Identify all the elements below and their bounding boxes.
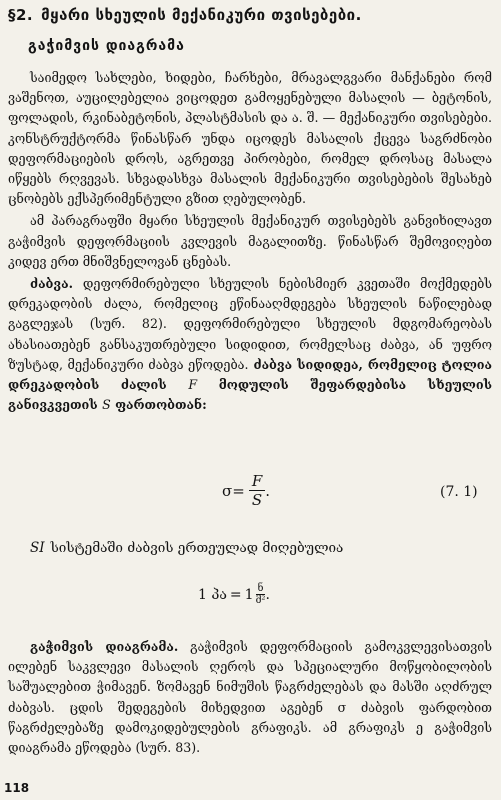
unit-eq: = [229, 586, 242, 603]
unit-fraction [256, 583, 266, 606]
stress-definition-c: ფართობთან: [110, 397, 207, 413]
unit-denominator: მ² [255, 595, 266, 606]
paragraph-overview: ამ პარაგრაფში მყარი სხეულის მექანიკურ თვისებებს განვიხილავთ გაჭიმვის დეფორმაციის კვლევის მაგალითზე. წინასწარ შემოვიღებთ კიდევ ერთ მნიშვნელოვან ცნებას. [8, 213, 492, 269]
term-tension-diagram: გაჭიმვის დიაგრამა. [30, 639, 179, 654]
formula-7-1 [0, 470, 501, 516]
si-text: სისტემაში ძაბვის ერთეულად მიღებულია [50, 540, 344, 556]
paragraph-tension-diagram [8, 637, 492, 758]
formula-denominator: S [251, 491, 263, 509]
paragraph-intro: საიმედო სახლები, ხიდები, ჩარხები, მრავალგვარი მანქანები რომ ვაშენოთ, აუცილებელია ვიცოდეთ გამოყენებული მასალის — ბეტონის, ფოლადის, რკინაბეტონის, პლასტმასის და ა. შ. — მექანიკური თვისებები. კონსტრუქტორმა წინასწარ უნდა იცოდეს მასალის ქცევა საგრძნობი დეფორმაციების დროს, აგრეთვე პირობები, რომელ დროსაც მასალა იწყებს რღვევას. სხვადასხვა მასალის მექანიკური თვისებების შესახებ ცნობებს ექსპერიმენტული გზით ღებულობენ. [8, 70, 492, 207]
pascal-definition [198, 583, 270, 606]
section-number: §2. [8, 6, 34, 24]
formula-eq: = [232, 481, 245, 500]
symbol-F: F [188, 377, 198, 393]
symbol-S: S [102, 397, 111, 413]
subsection-title: გაჭიმვის დიაგრამა [28, 38, 185, 54]
term-stress: ძაბვა. [30, 276, 73, 292]
formula-lhs: σ [222, 481, 233, 500]
si-unit-sentence [30, 540, 343, 556]
stress-definition-a: ძაბვა სიდიდეა, რომელიც ტოლია დრეკადობის ძალის [8, 356, 493, 393]
page-number: 118 [4, 781, 30, 795]
unit-lhs: 1 პა [198, 586, 227, 603]
section-heading [8, 6, 488, 24]
body-text [8, 68, 492, 415]
stress-definition-b: მოდულის შეფარდებისა სხეულის განივკვეთის [8, 377, 492, 413]
si-prefix: SI [30, 540, 45, 556]
unit-coef: 1 [244, 586, 254, 603]
formula-trail: . [265, 481, 271, 500]
unit-numerator: ნ [257, 583, 264, 594]
stress-text: დეფორმირებული სხეულის ნებისმიერ კვეთაში მოქმედებს დრეკადობის ძალა, რომელიც ეწინააღმდეგება სხეულის ნაწილებად გაგლეჯას (სურ. 82). დეფორმირებული სხეულის მდგომარეობას ახასიათებენ განსაკუთრებული სიდიდით, რომელსაც ძაბვა, ან უფრო ზუსტად, მექანიკური ძაბვა ეწოდება. [8, 276, 492, 372]
equation-number: (7. 1) [440, 484, 478, 500]
tension-diagram-body: გაჭიმვის დეფორმაციის გამოკვლევისათვის ილებენ საკვლევი მასალის ღეროს და სპეციალური მოწყობილობის საშუალებით ჭიმავენ. ზომავენ ნიმუშის წაგრძელებას და მასში აღძრულ ძაბვას. ცდის შედეგების მიხედვით აგებენ σ ძაბვის ფარდობით წაგრძელებაზე დამოკიდებულების გრაფიკს. ამ გრაფიკს ე გაჭიმვის დიაგრამა ეწოდება (სურ. 83). [8, 639, 492, 756]
paragraph-stress-definition [8, 274, 492, 415]
formula-expression [222, 472, 270, 509]
tension-diagram-text [8, 637, 492, 758]
section-title: მყარი სხეულის მექანიკური თვისებები. [41, 6, 362, 24]
formula-fraction [249, 472, 265, 509]
formula-numerator: F [249, 472, 265, 491]
unit-trail: . [265, 586, 270, 603]
